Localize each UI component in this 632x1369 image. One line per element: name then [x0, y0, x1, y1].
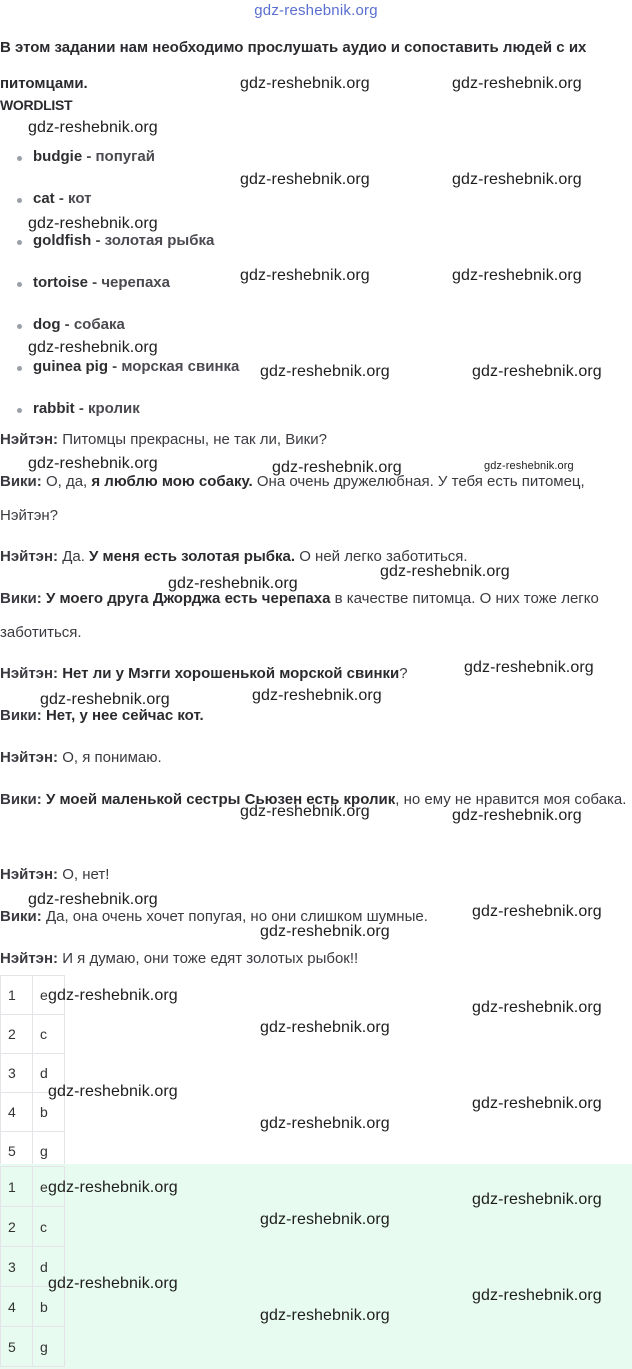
answer-number: 1	[1, 1167, 33, 1207]
watermark: gdz-reshebnik.org	[28, 215, 158, 232]
word-english: dog	[33, 316, 61, 333]
watermark: gdz-reshebnik.org	[252, 687, 382, 704]
line-text: О, да,	[41, 473, 92, 490]
line-tail: ?	[399, 665, 408, 682]
watermark: gdz-reshebnik.org	[28, 891, 158, 908]
speaker: Вики:	[0, 707, 42, 724]
watermark: gdz-reshebnik.org	[48, 1083, 178, 1100]
watermark: gdz-reshebnik.org	[240, 803, 370, 820]
line-text: Да, она очень хочет попугая, но они слишком шумные.	[41, 908, 428, 925]
answer-letter: d	[33, 1054, 65, 1093]
speaker: Нэйтэн:	[0, 950, 59, 967]
dialogue-line	[0, 423, 632, 457]
watermark: gdz-reshebnik.org	[28, 455, 158, 472]
line-emphasis: У меня есть золотая рыбка.	[89, 548, 296, 565]
word-english: cat	[33, 190, 55, 207]
word-translation: - золотая рыбка	[91, 232, 215, 249]
answer-letter: e	[33, 976, 65, 1015]
watermark: gdz-reshebnik.org	[472, 903, 602, 920]
answer-letter: c	[33, 1207, 65, 1247]
line-tail: , но ему не нравится моя собака.	[395, 791, 627, 808]
watermark: gdz-reshebnik.org	[272, 459, 402, 476]
answer-letter: g	[33, 1132, 65, 1171]
answer-number: 1	[1, 976, 33, 1015]
dialogue-line	[0, 540, 632, 574]
speaker: Нэйтэн:	[0, 866, 59, 883]
word-english: goldfish	[33, 232, 92, 249]
answer-letter: c	[33, 1015, 65, 1054]
bullet-icon	[17, 408, 22, 413]
watermark: gdz-reshebnik.org	[452, 267, 582, 284]
watermark: gdz-reshebnik.org	[260, 1211, 390, 1228]
bullet-icon	[17, 282, 22, 287]
watermark: gdz-reshebnik.org	[28, 119, 158, 136]
word-translation: - кот	[54, 190, 92, 207]
watermark: gdz-reshebnik.org	[452, 807, 582, 824]
watermark: gdz-reshebnik.org	[240, 267, 370, 284]
word-english: guinea pig	[33, 358, 108, 375]
word-translation: - морская свинка	[108, 358, 240, 375]
table-row	[1, 1015, 65, 1054]
answer-number: 5	[1, 1327, 33, 1367]
answer-letter: d	[33, 1247, 65, 1287]
watermark: gdz-reshebnik.org	[240, 75, 370, 92]
answer-number: 2	[1, 1207, 33, 1247]
answer-letter: g	[33, 1327, 65, 1367]
speaker: Нэйтэн:	[0, 665, 59, 682]
answer-number: 3	[1, 1054, 33, 1093]
watermark: gdz-reshebnik.org	[464, 659, 594, 676]
dialogue-line	[0, 858, 632, 892]
answer-number: 2	[1, 1015, 33, 1054]
line-text: О, я понимаю.	[58, 749, 162, 766]
line-tail: в качестве питомца. О них тоже легко заботиться.	[0, 590, 599, 641]
speaker: Нэйтэн:	[0, 548, 59, 565]
word-translation: - кролик	[74, 400, 140, 417]
line-emphasis: я люблю мою собаку.	[91, 473, 253, 490]
answer-letter: e	[33, 1167, 65, 1207]
task-intro: В этом задании нам необходимо прослушать аудио и сопоставить людей с их питомцами.	[0, 39, 587, 92]
watermark: gdz-reshebnik.org	[168, 575, 298, 592]
watermark: gdz-reshebnik.org	[48, 1275, 178, 1292]
speaker: Вики:	[0, 473, 42, 490]
speaker: Нэйтэн:	[0, 749, 59, 766]
watermark: gdz-reshebnik.org	[452, 171, 582, 188]
watermark: gdz-reshebnik.org	[260, 363, 390, 380]
watermark: gdz-reshebnik.org	[260, 1115, 390, 1132]
watermark: gdz-reshebnik.org	[452, 75, 582, 92]
line-emphasis: У моего друга Джорджа есть черепаха	[45, 590, 331, 607]
wordlist-heading: WORDLIST	[0, 97, 73, 113]
line-emphasis: У моей маленькой сестры Сьюзен есть кролик	[45, 791, 396, 808]
watermark: gdz-reshebnik.org	[472, 1095, 602, 1112]
line-text: Питомцы прекрасны, не так ли, Вики?	[58, 431, 327, 448]
watermark: gdz-reshebnik.org	[48, 987, 178, 1004]
site-header-link[interactable]: gdz-reshebnik.org	[254, 2, 378, 19]
line-tail: О ней легко заботиться.	[295, 548, 468, 565]
watermark: gdz-reshebnik.org	[48, 1179, 178, 1196]
word-translation: - попугай	[82, 148, 155, 165]
bullet-icon	[17, 240, 22, 245]
answer-letter: b	[33, 1093, 65, 1132]
watermark: gdz-reshebnik.org	[28, 339, 158, 356]
answer-letter: b	[33, 1287, 65, 1327]
bullet-icon	[17, 198, 22, 203]
line-text: О, нет!	[58, 866, 110, 883]
watermark: gdz-reshebnik.org	[380, 563, 510, 580]
line-tail: Она очень дружелюбная. У тебя есть питомец, Нэйтэн?	[0, 473, 585, 524]
watermark: gdz-reshebnik.org	[260, 923, 390, 940]
watermark: gdz-reshebnik.org	[472, 999, 602, 1016]
line-emphasis: Нет, у нее сейчас кот.	[45, 707, 204, 724]
speaker: Вики:	[0, 908, 42, 925]
dialogue-line	[0, 741, 632, 775]
watermark: gdz-reshebnik.org	[472, 363, 602, 380]
dialogue-line	[0, 582, 632, 650]
bullet-icon	[17, 366, 22, 371]
word-english: rabbit	[33, 400, 75, 417]
bullet-icon	[17, 156, 22, 161]
word-translation: - черепаха	[88, 274, 170, 291]
watermark: gdz-reshebnik.org	[472, 1191, 602, 1208]
watermark: gdz-reshebnik.org	[472, 1287, 602, 1304]
dialogue-line	[0, 942, 632, 976]
answer-number: 5	[1, 1132, 33, 1171]
answer-number: 3	[1, 1247, 33, 1287]
table-row	[1, 1327, 65, 1367]
line-text: И я думаю, они тоже едят золотых рыбок!!	[58, 950, 359, 967]
watermark: gdz-reshebnik.org	[240, 171, 370, 188]
word-english: budgie	[33, 148, 83, 165]
bullet-icon	[17, 324, 22, 329]
speaker: Нэйтэн:	[0, 431, 59, 448]
word-translation: - собака	[60, 316, 125, 333]
watermark: gdz-reshebnik.org	[484, 460, 574, 472]
watermark: gdz-reshebnik.org	[40, 691, 170, 708]
watermark: gdz-reshebnik.org	[260, 1019, 390, 1036]
table-row	[1, 1207, 65, 1247]
line-text: Да.	[58, 548, 90, 565]
speaker: Вики:	[0, 791, 42, 808]
line-emphasis: Нет ли у Мэгги хорошенькой морской свинки	[62, 665, 400, 682]
watermark: gdz-reshebnik.org	[260, 1307, 390, 1324]
word-english: tortoise	[33, 274, 89, 291]
speaker: Вики:	[0, 590, 42, 607]
answer-number: 4	[1, 1093, 33, 1132]
answer-number: 4	[1, 1287, 33, 1327]
